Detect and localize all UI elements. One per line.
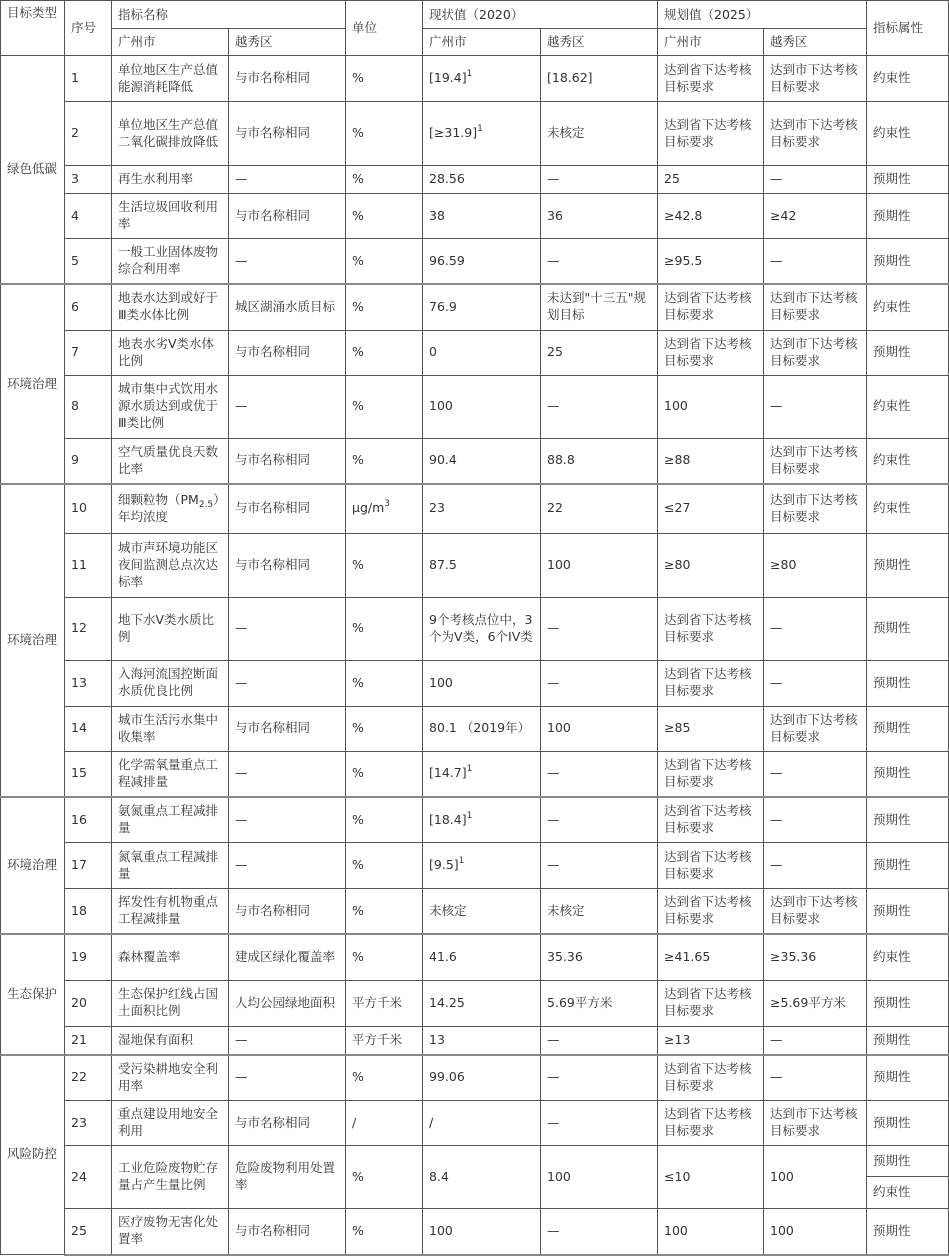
seq: 2 <box>65 102 112 166</box>
current-gz: 38 <box>423 194 541 239</box>
attribute: 约束性 <box>867 284 949 330</box>
group-label: 生态保护 <box>1 934 65 1055</box>
unit: % <box>346 194 423 239</box>
planned-gz: ≥41.65 <box>658 934 764 980</box>
unit: % <box>346 330 423 375</box>
unit: 平方千米 <box>346 1026 423 1055</box>
name-yx: 与市名称相同 <box>229 706 346 751</box>
current-yx: — <box>541 597 658 660</box>
name-gz: 一般工业固体废物综合利用率 <box>112 239 229 285</box>
table-row <box>1 797 949 843</box>
table-row <box>1 934 949 980</box>
table-row <box>1 751 949 797</box>
table-row <box>1 375 949 438</box>
unit: % <box>346 597 423 660</box>
seq: 18 <box>65 889 112 935</box>
name-yx: 与市名称相同 <box>229 56 346 102</box>
current-yx: — <box>541 1101 658 1146</box>
header-indicator-name: 指标名称 <box>112 1 346 29</box>
name-yx: 城区湖涌水质目标 <box>229 284 346 330</box>
planned-gz: ≥42.8 <box>658 194 764 239</box>
attribute: 预期性 <box>867 797 949 843</box>
current-gz: $[14.7]^1$ <box>423 751 541 797</box>
planned-gz: 达到省下达考核目标要求 <box>658 660 764 706</box>
unit: % <box>346 284 423 330</box>
current-gz: 87.5 <box>423 533 541 597</box>
planned-gz: 达到省下达考核目标要求 <box>658 797 764 843</box>
name-gz: 地下水Ⅴ类水质比例 <box>112 597 229 660</box>
seq: 24 <box>65 1146 112 1209</box>
planned-yx: 达到市下达考核目标要求 <box>764 438 867 484</box>
planned-gz: 达到省下达考核目标要求 <box>658 330 764 375</box>
name-yx: 危险废物利用处置率 <box>229 1146 346 1209</box>
unit: % <box>346 934 423 980</box>
unit: $\mu g/m^3$ <box>346 484 423 533</box>
footnote-mark: 1 <box>466 69 473 79</box>
name-gz: 城市声环境功能区夜间监测总点次达标率 <box>112 533 229 597</box>
attribute: 预期性 <box>867 597 949 660</box>
header-planned: 规划值（2025） <box>658 1 867 29</box>
table-row <box>1 166 949 194</box>
attribute: 预期性 <box>867 330 949 375</box>
attribute-secondary: 约束性 <box>867 1177 949 1209</box>
planned-gz: 达到省下达考核目标要求 <box>658 102 764 166</box>
planned-yx: — <box>764 375 867 438</box>
seq: 8 <box>65 375 112 438</box>
name-yx: 与市名称相同 <box>229 438 346 484</box>
planned-yx: 达到市下达考核目标要求 <box>764 330 867 375</box>
planned-gz: 达到省下达考核目标要求 <box>658 1101 764 1146</box>
name-gz: 化学需氧量重点工程减排量 <box>112 751 229 797</box>
name-yx: — <box>229 797 346 843</box>
planned-yx: — <box>764 1055 867 1101</box>
name-gz: 空气质量优良天数比率 <box>112 438 229 484</box>
current-yx: — <box>541 375 658 438</box>
header-attribute: 指标属性 <box>867 1 949 56</box>
unit: % <box>346 797 423 843</box>
name-yx: — <box>229 751 346 797</box>
table-row <box>1 597 949 660</box>
planned-gz: 100 <box>658 375 764 438</box>
current-yx: 100 <box>541 706 658 751</box>
name-yx: — <box>229 1055 346 1101</box>
current-gz: 14.25 <box>423 980 541 1026</box>
planned-gz: 达到省下达考核目标要求 <box>658 889 764 935</box>
attribute: 预期性 <box>867 1055 949 1101</box>
unit: % <box>346 843 423 889</box>
planned-yx: 达到市下达考核目标要求 <box>764 484 867 533</box>
unit: % <box>346 751 423 797</box>
current-yx: 35.36 <box>541 934 658 980</box>
table-row <box>1 194 949 239</box>
name-gz: 医疗废物无害化处置率 <box>112 1209 229 1255</box>
group-label: 环境治理 <box>1 484 65 797</box>
group-label: 环境治理 <box>1 284 65 484</box>
attribute: 预期性 <box>867 166 949 194</box>
name-yx: — <box>229 166 346 194</box>
name-yx: 与市名称相同 <box>229 1209 346 1255</box>
attribute: 预期性 <box>867 660 949 706</box>
unit: % <box>346 239 423 285</box>
planned-yx: 100 <box>764 1209 867 1255</box>
current-gz: $[19.4]^1$ <box>423 56 541 102</box>
planned-yx: 达到市下达考核目标要求 <box>764 1101 867 1146</box>
name-gz: 氮氧重点工程减排量 <box>112 843 229 889</box>
table-row <box>1 1209 949 1255</box>
planned-gz: ≥85 <box>658 706 764 751</box>
current-yx: — <box>541 1026 658 1055</box>
planned-gz: 达到省下达考核目标要求 <box>658 843 764 889</box>
table-row <box>1 1026 949 1055</box>
name-gz: 再生水利用率 <box>112 166 229 194</box>
name-yx: 与市名称相同 <box>229 102 346 166</box>
current-gz: $[18.4]^1$ <box>423 797 541 843</box>
seq: 9 <box>65 438 112 484</box>
name-yx: — <box>229 375 346 438</box>
planned-gz: ≤10 <box>658 1146 764 1209</box>
name-yx: 与市名称相同 <box>229 330 346 375</box>
attribute: 约束性 <box>867 102 949 166</box>
header-current: 现状值（2020） <box>423 1 658 29</box>
planned-yx: — <box>764 239 867 285</box>
current-yx: — <box>541 1209 658 1255</box>
seq: 10 <box>65 484 112 533</box>
seq: 16 <box>65 797 112 843</box>
current-yx: 22 <box>541 484 658 533</box>
current-yx: 5.69平方米 <box>541 980 658 1026</box>
unit: / <box>346 1101 423 1146</box>
seq: 14 <box>65 706 112 751</box>
planned-yx: ≥42 <box>764 194 867 239</box>
seq: 11 <box>65 533 112 597</box>
unit: % <box>346 889 423 935</box>
name-gz: 细颗粒物$(PM_{2.5})$年均浓度 <box>112 484 229 533</box>
attribute: 预期性 <box>867 1101 949 1146</box>
current-gz: / <box>423 1101 541 1146</box>
name-gz: 单位地区生产总值二氧化碳排放降低 <box>112 102 229 166</box>
current-yx: — <box>541 751 658 797</box>
planned-yx: 达到市下达考核目标要求 <box>764 889 867 935</box>
planned-gz: ≤27 <box>658 484 764 533</box>
seq: 21 <box>65 1026 112 1055</box>
current-yx: 100 <box>541 1146 658 1209</box>
header-target-type: 目标类型 <box>1 1 65 56</box>
name-gz: 氨氮重点工程减排量 <box>112 797 229 843</box>
current-yx: — <box>541 797 658 843</box>
attribute: 预期性 <box>867 533 949 597</box>
header-unit: 单位 <box>346 1 423 56</box>
current-yx: — <box>541 239 658 285</box>
attribute: 预期性 <box>867 843 949 889</box>
current-yx: 100 <box>541 533 658 597</box>
planned-gz: 达到省下达考核目标要求 <box>658 1055 764 1101</box>
seq: 13 <box>65 660 112 706</box>
planned-yx: — <box>764 797 867 843</box>
header-seq: 序号 <box>65 1 112 56</box>
attribute: 约束性 <box>867 934 949 980</box>
footnote-mark: 1 <box>466 810 473 821</box>
seq: 5 <box>65 239 112 285</box>
table-row <box>1 239 949 285</box>
planned-gz: 25 <box>658 166 764 194</box>
current-gz: 76.9 <box>423 284 541 330</box>
table-row <box>1 484 949 533</box>
name-yx: 人均公园绿地面积 <box>229 980 346 1026</box>
current-gz: 80.1 （2019年） <box>423 706 541 751</box>
attribute: 预期性 <box>867 1146 949 1177</box>
planned-gz: ≥88 <box>658 438 764 484</box>
seq: 1 <box>65 56 112 102</box>
current-gz: 8.4 <box>423 1146 541 1209</box>
name-gz: 重点建设用地安全利用 <box>112 1101 229 1146</box>
current-gz: 23 <box>423 484 541 533</box>
planned-yx: 100 <box>764 1146 867 1209</box>
planned-gz: 达到省下达考核目标要求 <box>658 284 764 330</box>
table-row <box>1 56 949 102</box>
current-gz: 99.06 <box>423 1055 541 1101</box>
current-gz: $[9.5]^1$ <box>423 843 541 889</box>
unit: % <box>346 533 423 597</box>
name-gz: 地表水达到或好于Ⅲ类水体比例 <box>112 284 229 330</box>
planned-yx: — <box>764 751 867 797</box>
name-gz: 湿地保有面积 <box>112 1026 229 1055</box>
footnote-mark: 1 <box>466 764 473 775</box>
attribute: 约束性 <box>867 375 949 438</box>
planned-gz: 达到省下达考核目标要求 <box>658 751 764 797</box>
seq: 22 <box>65 1055 112 1101</box>
name-yx: 与市名称相同 <box>229 194 346 239</box>
table-row <box>1 438 949 484</box>
planned-yx: ≥35.36 <box>764 934 867 980</box>
current-yx: 未核定 <box>541 102 658 166</box>
name-yx: — <box>229 843 346 889</box>
header-current-yx: 越秀区 <box>541 29 658 56</box>
header-planned-gz: 广州市 <box>658 29 764 56</box>
header-name-gz: 广州市 <box>112 29 229 56</box>
attribute: 预期性 <box>867 194 949 239</box>
planned-yx: ≥80 <box>764 533 867 597</box>
table-row <box>1 706 949 751</box>
table-row <box>1 1146 949 1177</box>
name-gz: 生态保护红线占国土面积比例 <box>112 980 229 1026</box>
unit: % <box>346 1209 423 1255</box>
planned-gz: 达到省下达考核目标要求 <box>658 597 764 660</box>
name-gz: 工业危险废物贮存量占产生量比例 <box>112 1146 229 1209</box>
planned-yx: 达到市下达考核目标要求 <box>764 56 867 102</box>
planned-gz: 达到省下达考核目标要求 <box>658 56 764 102</box>
group-label: 绿色低碳 <box>1 56 65 285</box>
planned-yx: — <box>764 660 867 706</box>
header-planned-yx: 越秀区 <box>764 29 867 56</box>
planned-gz: ≥95.5 <box>658 239 764 285</box>
current-gz: 100 <box>423 1209 541 1255</box>
planned-yx: — <box>764 597 867 660</box>
attribute: 约束性 <box>867 484 949 533</box>
table-row <box>1 533 949 597</box>
name-yx: 与市名称相同 <box>229 533 346 597</box>
name-gz: 地表水劣Ⅴ类水体比例 <box>112 330 229 375</box>
current-gz: 90.4 <box>423 438 541 484</box>
unit: % <box>346 166 423 194</box>
group-label: 风险防控 <box>1 1055 65 1255</box>
current-gz: 100 <box>423 660 541 706</box>
current-gz: 100 <box>423 375 541 438</box>
current-yx: 25 <box>541 330 658 375</box>
table-row <box>1 1101 949 1146</box>
name-gz: 入海河流国控断面水质优良比例 <box>112 660 229 706</box>
current-yx: — <box>541 660 658 706</box>
header-name-yx: 越秀区 <box>229 29 346 56</box>
unit: % <box>346 56 423 102</box>
current-yx: [18.62] <box>541 56 658 102</box>
seq: 4 <box>65 194 112 239</box>
name-gz: 城市生活污水集中收集率 <box>112 706 229 751</box>
seq: 17 <box>65 843 112 889</box>
unit: % <box>346 1055 423 1101</box>
name-yx: 与市名称相同 <box>229 1101 346 1146</box>
attribute: 约束性 <box>867 56 949 102</box>
current-gz: [≥31.9]$^1$ <box>423 102 541 166</box>
attribute: 预期性 <box>867 980 949 1026</box>
unit: % <box>346 1146 423 1209</box>
header-current-gz: 广州市 <box>423 29 541 56</box>
seq: 15 <box>65 751 112 797</box>
name-yx: — <box>229 597 346 660</box>
planned-yx: ≥5.69平方米 <box>764 980 867 1026</box>
table-row <box>1 660 949 706</box>
table-row <box>1 843 949 889</box>
attribute: 预期性 <box>867 1209 949 1255</box>
seq: 20 <box>65 980 112 1026</box>
table-row <box>1 284 949 330</box>
seq: 19 <box>65 934 112 980</box>
unit: % <box>346 375 423 438</box>
current-gz: 13 <box>423 1026 541 1055</box>
planned-gz: 100 <box>658 1209 764 1255</box>
table-row <box>1 102 949 166</box>
unit: 平方千米 <box>346 980 423 1026</box>
name-gz: 城市集中式饮用水源水质达到或优于Ⅲ类比例 <box>112 375 229 438</box>
attribute: 预期性 <box>867 706 949 751</box>
planned-gz: ≥13 <box>658 1026 764 1055</box>
seq: 3 <box>65 166 112 194</box>
footnote-mark: 1 <box>458 856 465 866</box>
name-gz: 森林覆盖率 <box>112 934 229 980</box>
planned-gz: ≥80 <box>658 533 764 597</box>
name-yx: — <box>229 1026 346 1055</box>
seq: 6 <box>65 284 112 330</box>
group-label: 环境治理 <box>1 797 65 934</box>
current-gz: 0 <box>423 330 541 375</box>
current-yx: 未达到"十三五"规划目标 <box>541 284 658 330</box>
current-yx: — <box>541 1055 658 1101</box>
name-yx: 与市名称相同 <box>229 484 346 533</box>
unit: % <box>346 706 423 751</box>
name-gz: 受污染耕地安全利用率 <box>112 1055 229 1101</box>
planned-yx: — <box>764 1026 867 1055</box>
seq: 12 <box>65 597 112 660</box>
current-yx: 未核定 <box>541 889 658 935</box>
seq: 25 <box>65 1209 112 1255</box>
current-yx: 88.8 <box>541 438 658 484</box>
name-yx: — <box>229 239 346 285</box>
current-gz: 未核定 <box>423 889 541 935</box>
table-row <box>1 980 949 1026</box>
current-yx: — <box>541 166 658 194</box>
current-yx: — <box>541 843 658 889</box>
name-gz: 单位地区生产总值能源消耗降低 <box>112 56 229 102</box>
attribute: 预期性 <box>867 1026 949 1055</box>
current-gz: 28.56 <box>423 166 541 194</box>
attribute: 预期性 <box>867 751 949 797</box>
planned-yx: 达到市下达考核目标要求 <box>764 284 867 330</box>
footnote-mark: 1 <box>477 124 483 134</box>
current-gz: 9个考核点位中，3个为Ⅴ类，6个IV类 <box>423 597 541 660</box>
current-gz: 41.6 <box>423 934 541 980</box>
name-gz: 生活垃圾回收利用率 <box>112 194 229 239</box>
planned-gz: 达到省下达考核目标要求 <box>658 980 764 1026</box>
unit: % <box>346 660 423 706</box>
seq: 7 <box>65 330 112 375</box>
name-gz: 挥发性有机物重点工程减排量 <box>112 889 229 935</box>
name-yx: 与市名称相同 <box>229 889 346 935</box>
current-yx: 36 <box>541 194 658 239</box>
planned-yx: — <box>764 166 867 194</box>
attribute: 预期性 <box>867 239 949 285</box>
unit: % <box>346 102 423 166</box>
planned-yx: 达到市下达考核目标要求 <box>764 706 867 751</box>
attribute: 约束性 <box>867 438 949 484</box>
seq: 23 <box>65 1101 112 1146</box>
table-row <box>1 889 949 935</box>
name-yx: 建成区绿化覆盖率 <box>229 934 346 980</box>
name-yx: — <box>229 660 346 706</box>
planned-yx: — <box>764 843 867 889</box>
current-gz: 96.59 <box>423 239 541 285</box>
unit: % <box>346 438 423 484</box>
table-row <box>1 1055 949 1101</box>
table-row <box>1 330 949 375</box>
attribute: 预期性 <box>867 889 949 935</box>
planned-yx: 达到市下达考核目标要求 <box>764 102 867 166</box>
